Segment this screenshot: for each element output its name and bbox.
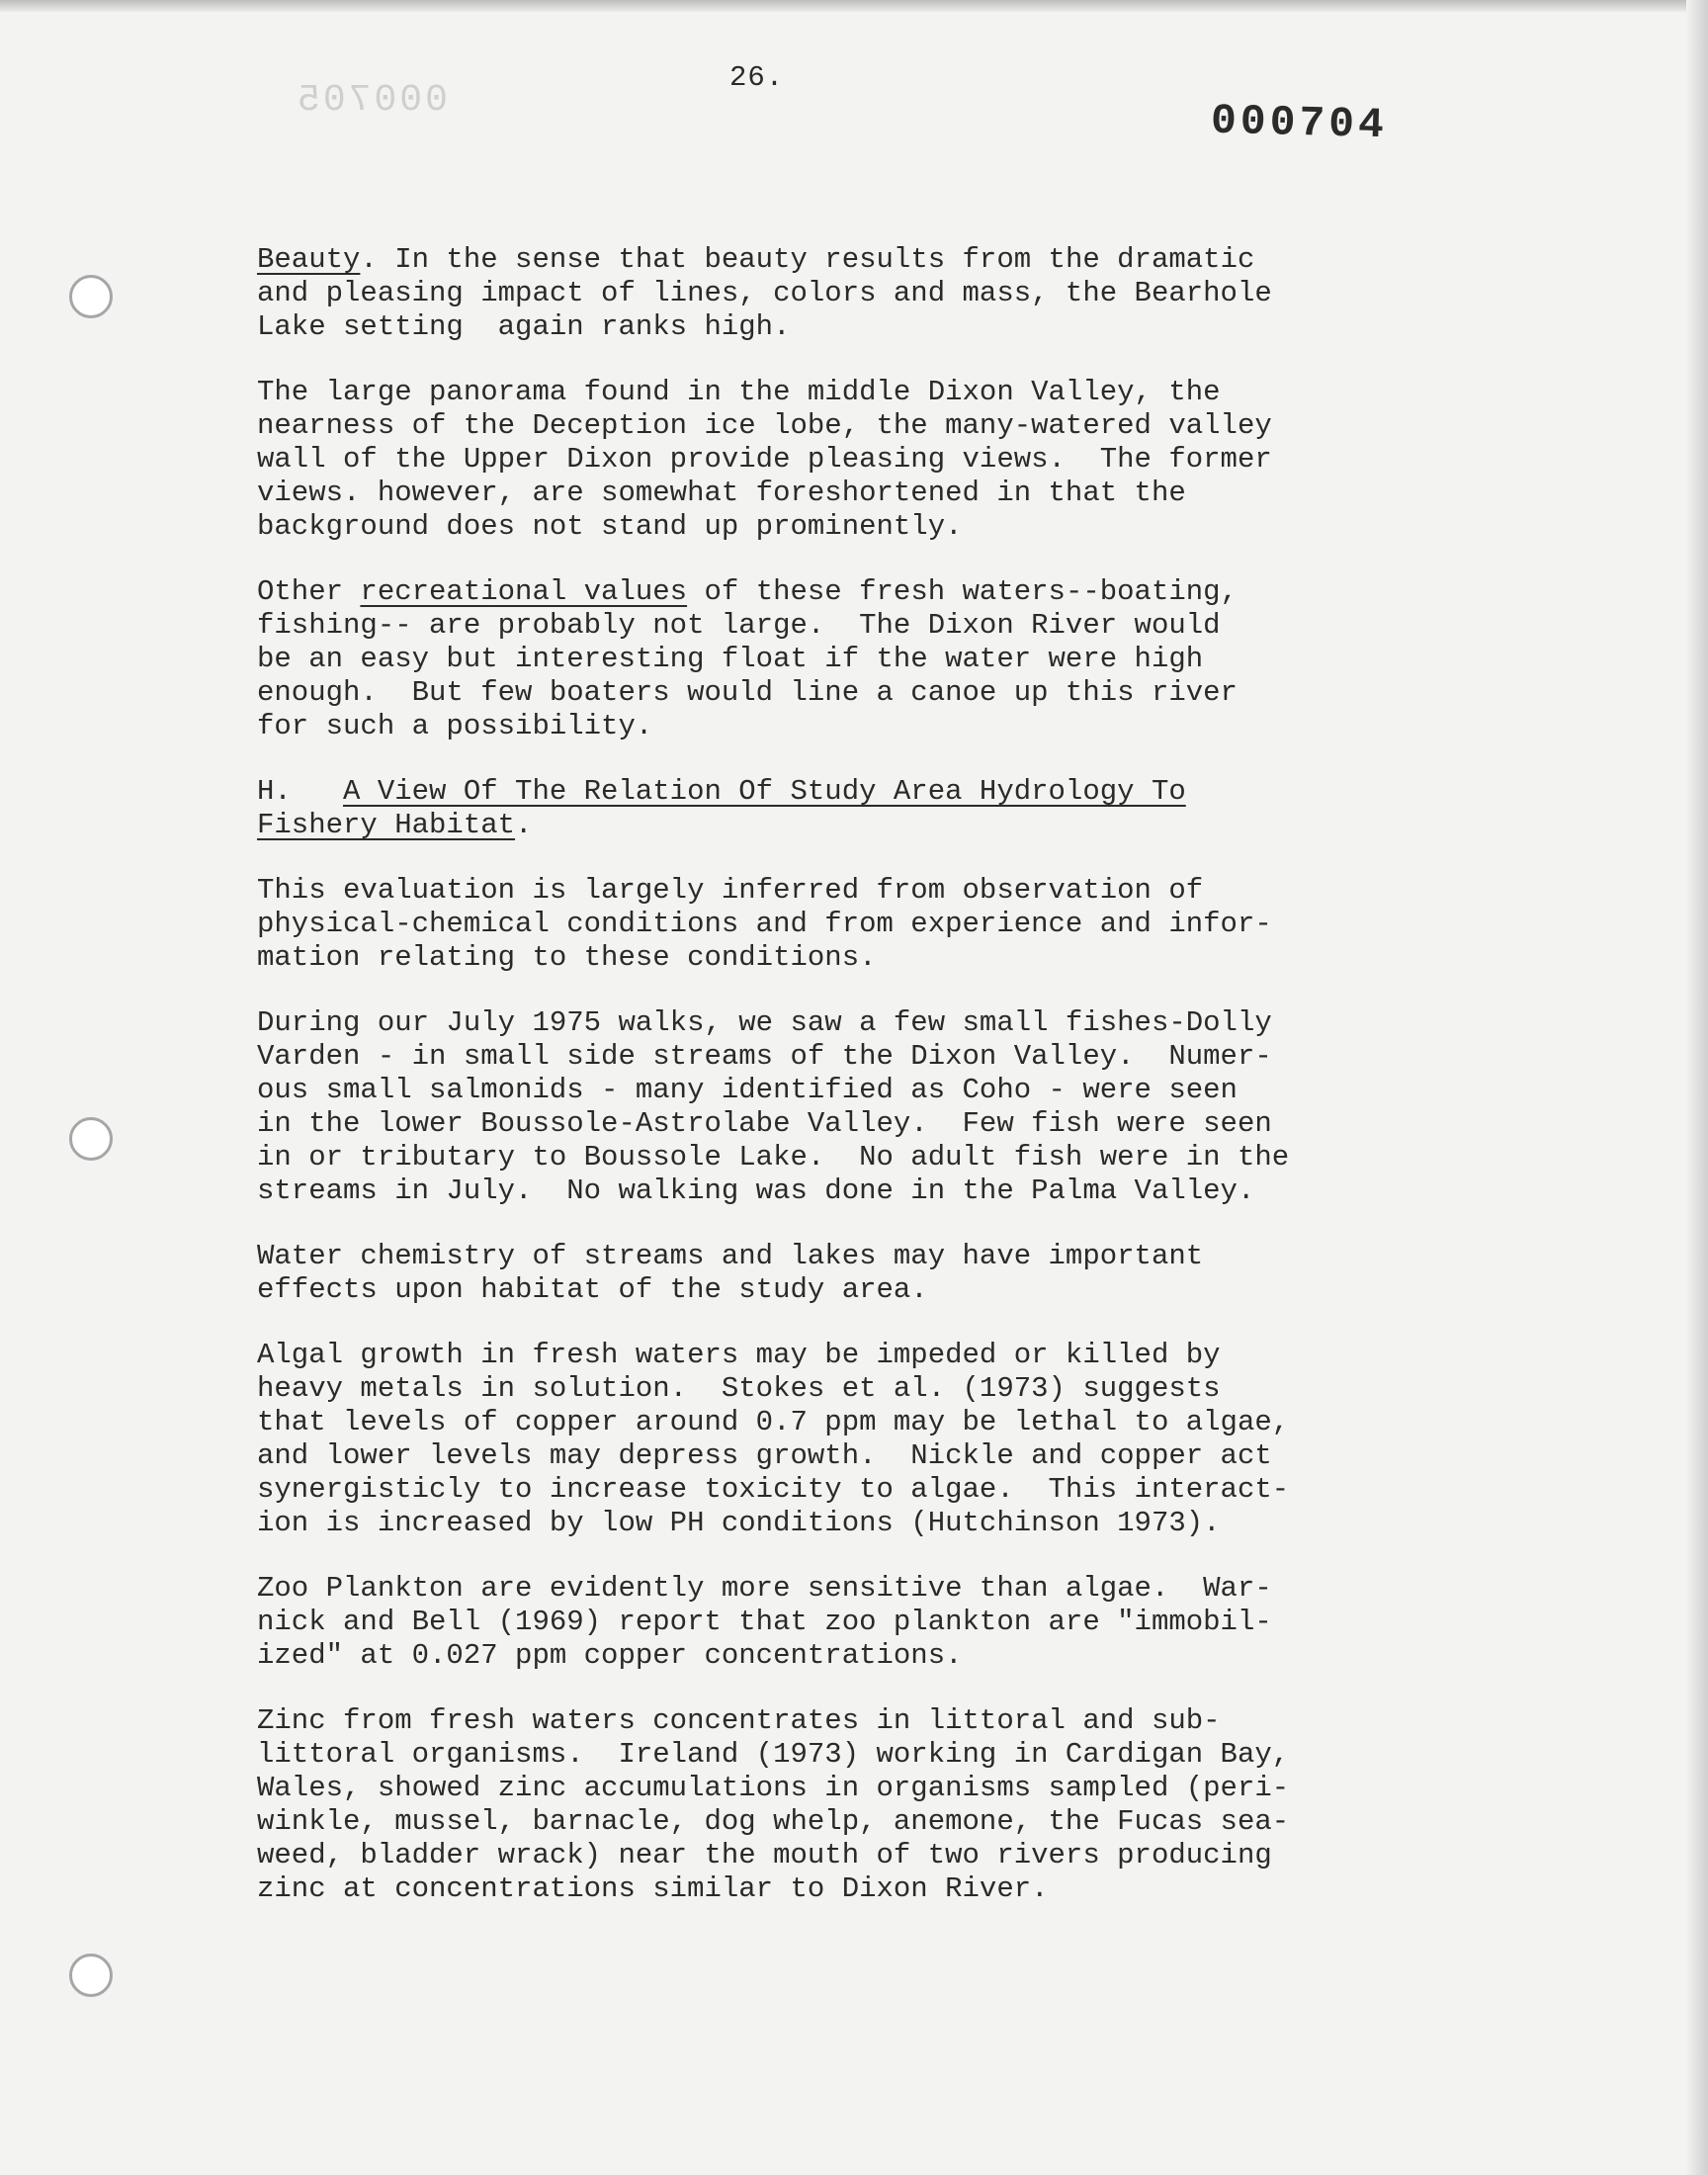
text-run: . <box>515 809 533 841</box>
text-line <box>257 1006 1493 1040</box>
paragraph <box>257 874 1493 975</box>
text-run: that levels of copper around 0.7 ppm may be lethal to algae, <box>257 1406 1290 1438</box>
text-run: This evaluation is largely inferred from observation of <box>257 874 1204 907</box>
text-line <box>257 1772 1493 1805</box>
text-run: synergisticly to increase toxicity to algae. This interact- <box>257 1473 1290 1506</box>
text-line <box>257 809 1493 842</box>
text-run: of these fresh waters--boating, <box>687 575 1238 608</box>
text-run: views. however, are somewhat foreshortened in that the <box>257 477 1186 509</box>
text-run: Algal growth in fresh waters may be impeded or killed by <box>257 1339 1221 1371</box>
text-line <box>257 1040 1493 1074</box>
bleed-through-stamp: 000705 <box>295 79 448 122</box>
text-line <box>257 1572 1493 1606</box>
text-line <box>257 443 1493 477</box>
text-run: streams in July. No walking was done in the Palma Valley. <box>257 1174 1255 1207</box>
text-run: Zoo Plankton are evidently more sensitive than algae. War- <box>257 1572 1272 1605</box>
text-run: Wales, showed zinc accumulations in organisms sampled (peri- <box>257 1772 1290 1804</box>
text-run: fishing-- are probably not large. The Dixon River would <box>257 609 1221 642</box>
text-line <box>257 775 1493 809</box>
text-line <box>257 1839 1493 1872</box>
text-line <box>257 710 1493 743</box>
text-run: enough. But few boaters would line a canoe up this river <box>257 676 1238 709</box>
underlined-text: Fishery Habitat <box>257 809 516 841</box>
text-run: wall of the Upper Dixon provide pleasing views. The former <box>257 443 1272 476</box>
underlined-text: recreational values <box>360 575 688 608</box>
text-run: and pleasing impact of lines, colors and mass, the Bearhole <box>257 277 1272 309</box>
punch-hole-top <box>69 275 113 318</box>
text-line <box>257 1639 1493 1673</box>
text-line <box>257 1507 1493 1540</box>
text-line <box>257 1141 1493 1174</box>
punch-hole-middle <box>69 1117 113 1161</box>
text-line <box>257 1406 1493 1439</box>
text-line <box>257 908 1493 941</box>
underlined-text: Beauty <box>257 243 361 276</box>
text-run: H. <box>257 775 344 808</box>
text-run: heavy metals in solution. Stokes et al. (1973) suggests <box>257 1372 1221 1405</box>
text-line <box>257 1174 1493 1208</box>
text-line <box>257 1240 1493 1273</box>
text-run: be an easy but interesting float if the water were high <box>257 643 1204 675</box>
text-run: Water chemistry of streams and lakes may have important <box>257 1240 1204 1272</box>
text-run: Lake setting again ranks high. <box>257 310 791 343</box>
text-run: mation relating to these conditions. <box>257 941 877 974</box>
paragraph <box>257 575 1493 743</box>
text-line <box>257 477 1493 510</box>
paragraph <box>257 775 1493 842</box>
text-run: background does not stand up prominently. <box>257 510 963 543</box>
text-run: Other <box>257 575 361 608</box>
text-line <box>257 1872 1493 1906</box>
text-line <box>257 609 1493 643</box>
text-line <box>257 1107 1493 1141</box>
text-line <box>257 1606 1493 1639</box>
document-body <box>257 243 1493 1906</box>
punch-hole-bottom <box>69 1954 113 1997</box>
text-line <box>257 1704 1493 1738</box>
text-line <box>257 1473 1493 1507</box>
text-run: During our July 1975 walks, we saw a few small fishes-Dolly <box>257 1006 1272 1039</box>
paragraph <box>257 1006 1493 1208</box>
text-run: weed, bladder wrack) near the mouth of two rivers producing <box>257 1839 1272 1871</box>
text-run: and lower levels may depress growth. Nickle and copper act <box>257 1439 1272 1472</box>
text-line <box>257 1372 1493 1406</box>
text-run: ion is increased by low PH conditions (Hutchinson 1973). <box>257 1507 1221 1539</box>
text-run: ous small salmonids - many identified as Coho - were seen <box>257 1074 1238 1106</box>
text-run: winkle, mussel, barnacle, dog whelp, anemone, the Fucas sea- <box>257 1805 1290 1838</box>
text-run: for such a possibility. <box>257 710 653 742</box>
text-line <box>257 243 1493 277</box>
text-line <box>257 1074 1493 1107</box>
text-run: littoral organisms. Ireland (1973) working in Cardigan Bay, <box>257 1738 1290 1771</box>
paragraph <box>257 243 1493 344</box>
page-number: 26. <box>729 61 785 94</box>
text-line <box>257 1439 1493 1473</box>
text-line <box>257 575 1493 609</box>
text-run: . In the sense that beauty results from the dramatic <box>360 243 1255 276</box>
text-run: Varden - in small side streams of the Dixon Valley. Numer- <box>257 1040 1272 1073</box>
text-run: nick and Bell (1969) report that zoo plankton are "immobil- <box>257 1606 1272 1638</box>
text-line <box>257 1339 1493 1372</box>
text-line <box>257 676 1493 710</box>
text-line <box>257 1805 1493 1839</box>
text-line <box>257 310 1493 344</box>
text-line <box>257 1273 1493 1307</box>
paragraph <box>257 1339 1493 1540</box>
underlined-text: A View Of The Relation Of Study Area Hydrology To <box>343 775 1186 808</box>
text-line <box>257 376 1493 409</box>
text-line <box>257 1738 1493 1772</box>
text-run: nearness of the Deception ice lobe, the many-watered valley <box>257 409 1272 442</box>
text-line <box>257 409 1493 443</box>
page-right-edge <box>1686 0 1708 2175</box>
paragraph <box>257 1704 1493 1906</box>
document-stamp: 000704 <box>1210 96 1389 150</box>
text-run: ized" at 0.027 ppm copper concentrations. <box>257 1639 963 1672</box>
text-run: Zinc from fresh waters concentrates in littoral and sub- <box>257 1704 1221 1737</box>
paragraph <box>257 1240 1493 1307</box>
text-run: effects upon habitat of the study area. <box>257 1273 928 1306</box>
text-line <box>257 941 1493 975</box>
text-line <box>257 510 1493 544</box>
text-line <box>257 277 1493 310</box>
text-run: zinc at concentrations similar to Dixon River. <box>257 1872 1049 1905</box>
text-line <box>257 643 1493 676</box>
text-run: in or tributary to Boussole Lake. No adult fish were in the <box>257 1141 1290 1174</box>
text-run: The large panorama found in the middle Dixon Valley, the <box>257 376 1221 408</box>
paragraph <box>257 1572 1493 1673</box>
text-run: in the lower Boussole-Astrolabe Valley. Few fish were seen <box>257 1107 1272 1140</box>
paragraph <box>257 376 1493 544</box>
text-run: physical-chemical conditions and from experience and infor- <box>257 908 1272 940</box>
page-top-edge <box>0 0 1708 12</box>
text-line <box>257 874 1493 908</box>
